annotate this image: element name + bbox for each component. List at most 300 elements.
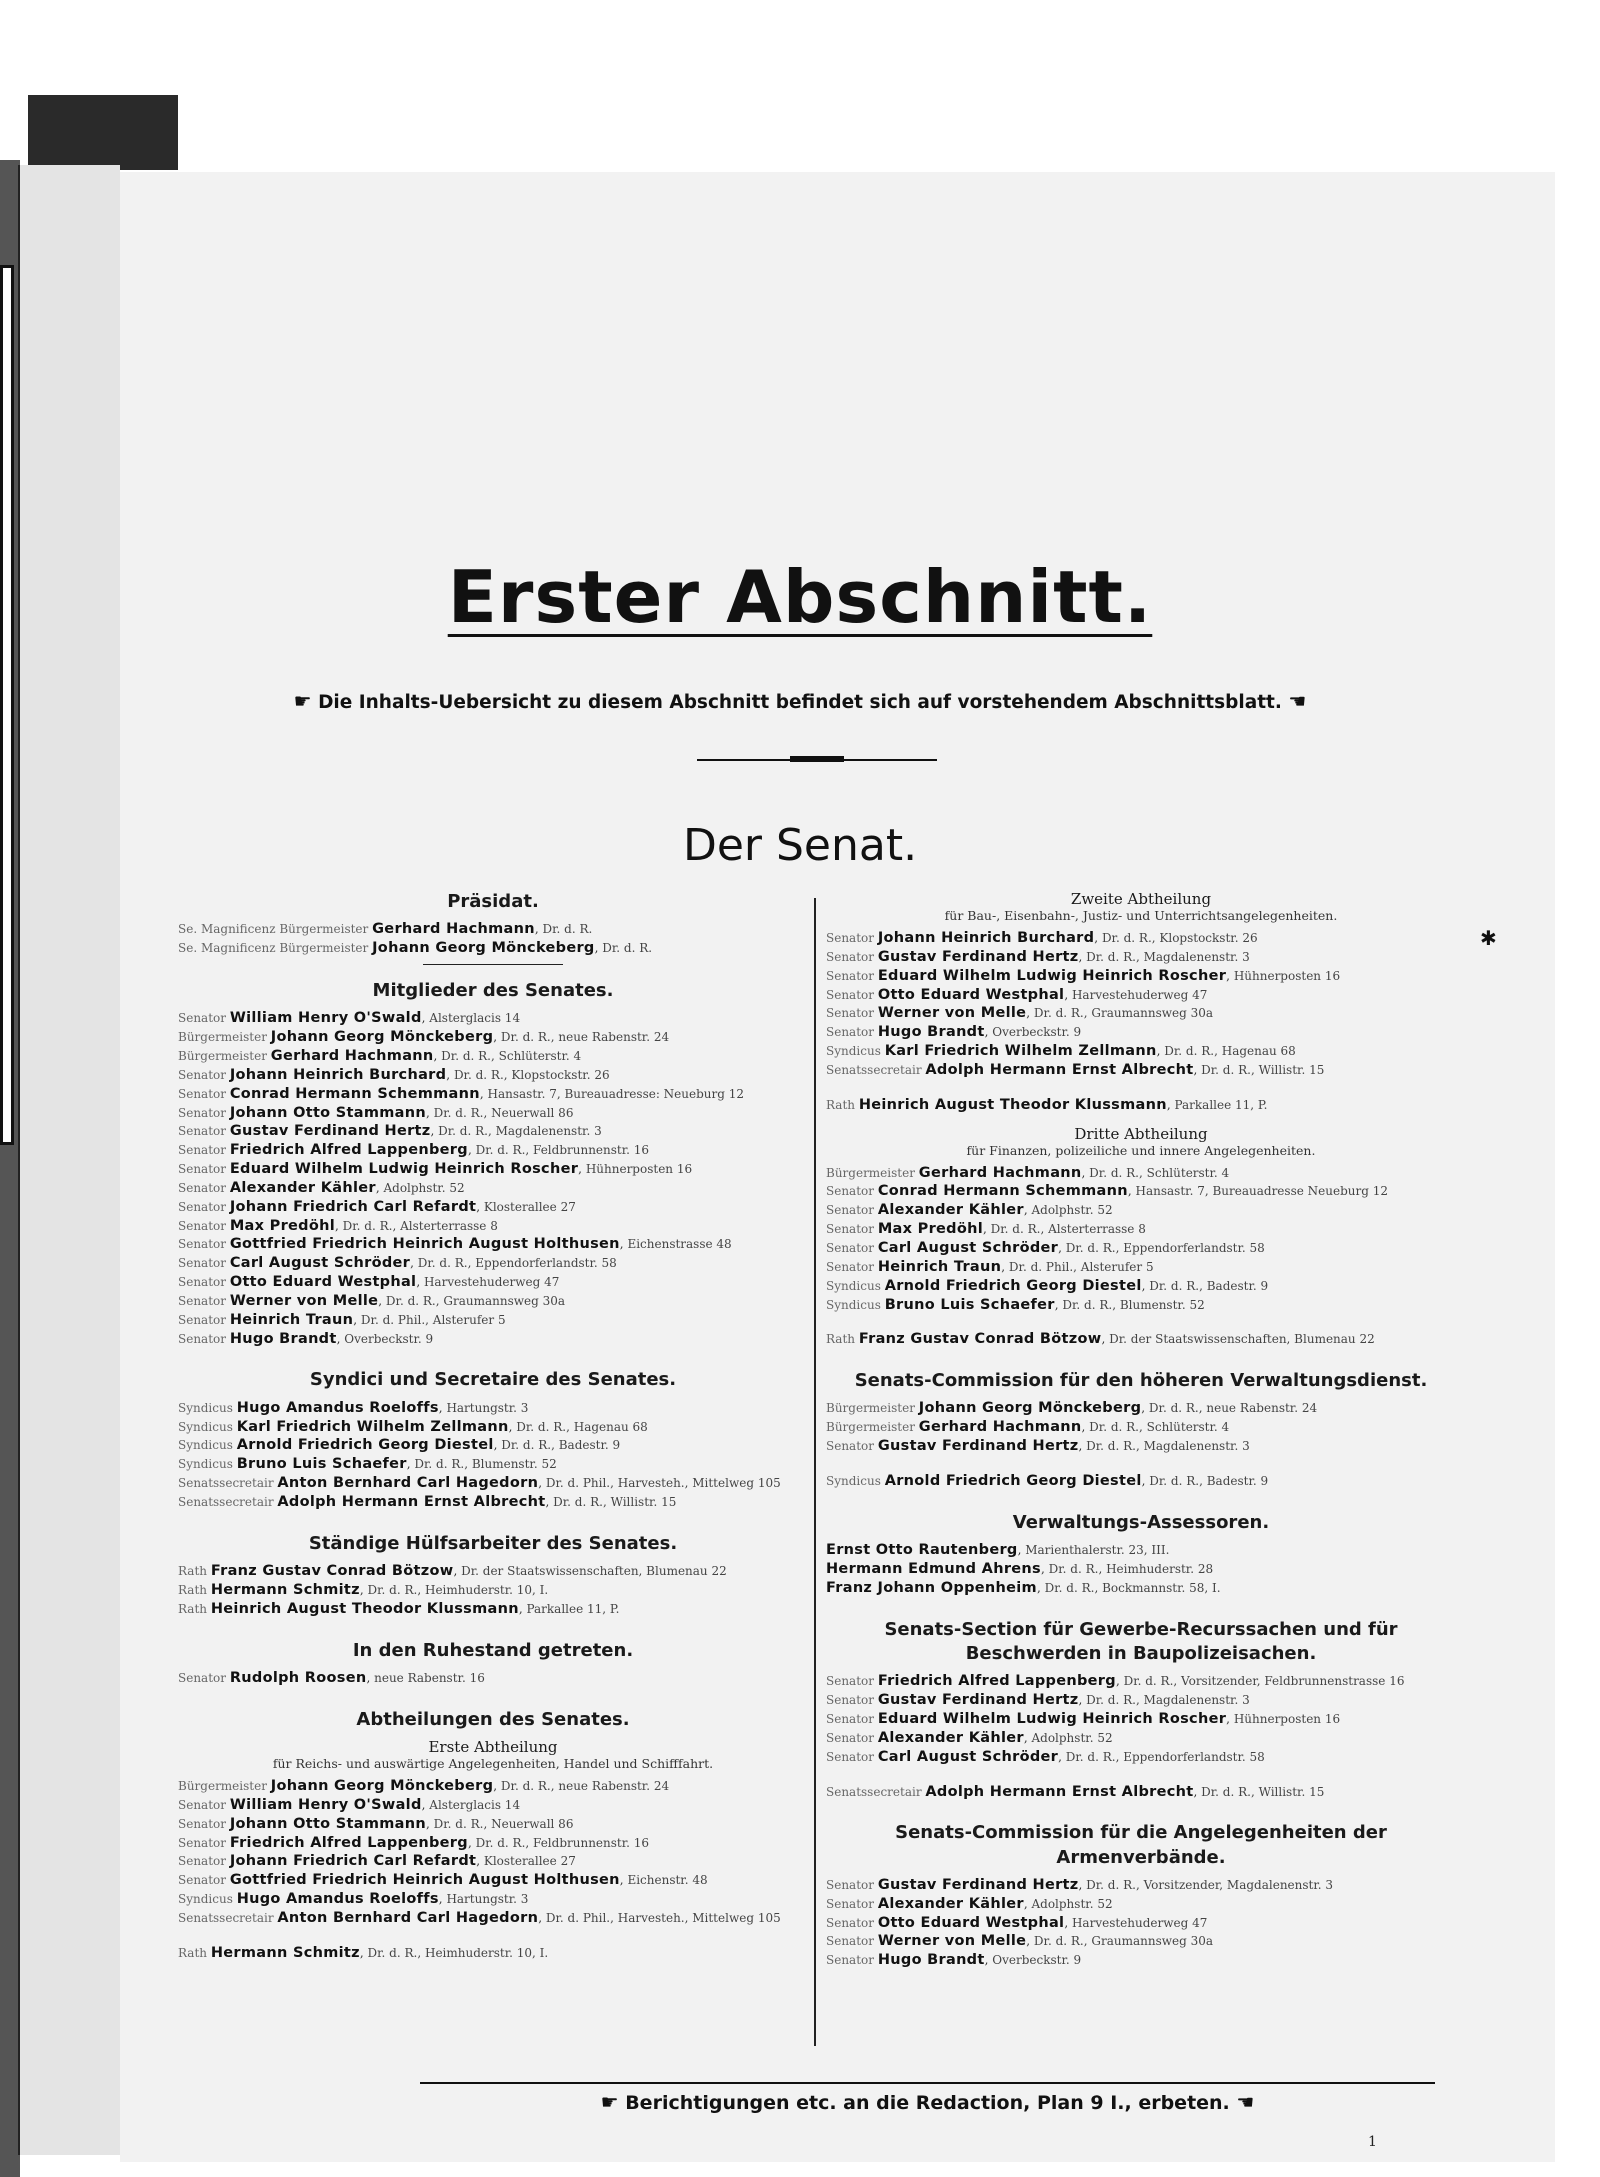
- entry-address: Hansastr. 7, Bureauadresse: Neueburg 12: [487, 1086, 745, 1101]
- list-item: Senator Johann Otto Stammann, Dr. d. R., Neuerwall 86: [178, 1815, 574, 1832]
- entry-name: Eduard Wilhelm Ludwig Heinrich Roscher: [229, 1161, 579, 1178]
- entry-name: Johann Otto Stammann: [229, 1815, 426, 1832]
- commission-hoeher-list: [826, 1399, 1456, 1456]
- entry-name: Johann Friedrich Carl Refardt: [229, 1198, 477, 1215]
- list-item: Franz Johann Oppenheim, Dr. d. R., Bockmannstr. 58, I.: [826, 1579, 1221, 1596]
- entry-role: Senatssecretair: [178, 1494, 274, 1509]
- entry-address: Dr. d. R., Schlüterstr. 4: [441, 1048, 582, 1063]
- entry-address: Eichenstr. 48: [627, 1873, 708, 1888]
- praesidat-list: [178, 920, 808, 958]
- entry-role: Senator: [826, 1025, 874, 1040]
- entry-address: Dr. d. R., neue Rabenstr. 24: [1148, 1401, 1318, 1416]
- entry-name: Bruno Luis Schaefer: [884, 1296, 1055, 1313]
- entry-role: Senator: [178, 1256, 226, 1271]
- entry-address: Marienthalerstr. 23, III.: [1025, 1543, 1170, 1558]
- list-item: Senator Johann Heinrich Burchard, Dr. d. R., Klopstockstr. 26: [826, 930, 1258, 946]
- entry-address: Hühnerposten 16: [1233, 968, 1341, 983]
- entry-role: Senatssecretair: [178, 1911, 274, 1925]
- entry-role: Syndicus: [178, 1438, 233, 1453]
- entry-role: Senator: [178, 1670, 226, 1685]
- entry-name: Hugo Brandt: [229, 1330, 337, 1347]
- entry-name: Johann Georg Mönckeberg: [372, 940, 595, 957]
- entry-name: Werner von Melle: [229, 1292, 379, 1309]
- entry-role: Senatssecretair: [826, 1062, 922, 1077]
- column-separator: [814, 898, 816, 2046]
- entry-name: Rudolph Roosen: [229, 1669, 367, 1686]
- entry-role: Senator: [826, 1749, 874, 1764]
- previous-page-edge: [18, 165, 120, 2155]
- list-item: Rath Hermann Schmitz, Dr. d. R., Heimhuderstr. 10, I.: [178, 1944, 549, 1961]
- list-item: Senator Eduard Wilhelm Ludwig Heinrich Roscher, Hühnerposten 16: [826, 967, 1341, 984]
- entry-role: Rath: [178, 1945, 208, 1960]
- dritte-abtheilung-desc: für Finanzen, polizeiliche und innere Angelegenheiten.: [966, 1142, 1316, 1158]
- entry-address: Dr. d. R., Schlüterstr. 4: [1089, 1420, 1230, 1435]
- entry-address: Dr. d. Phil., Harvesteh., Mittelweg 105: [545, 1911, 781, 1925]
- zweite-abtheilung-list: [826, 929, 1456, 1080]
- list-item: Senator Johann Otto Stammann, Dr. d. R., Neuerwall 86: [178, 1104, 574, 1121]
- entry-name: Gustav Ferdinand Hertz: [877, 1876, 1079, 1893]
- entry-name: Carl August Schröder: [229, 1255, 411, 1272]
- entry-role: Senator: [826, 949, 874, 964]
- dritte-abtheilung-heading: Dritte Abtheilung: [1074, 1124, 1208, 1143]
- asterisk-mark-icon: ✱: [1480, 926, 1497, 950]
- entry-role: Syndicus: [826, 1297, 881, 1312]
- list-item: Senator Johann Heinrich Burchard, Dr. d. R., Klopstockstr. 26: [178, 1066, 610, 1083]
- entry-role: Senator: [178, 1124, 226, 1139]
- entry-address: Dr. d. R., Neuerwall 86: [433, 1816, 574, 1831]
- entry-role: Senator: [178, 1143, 226, 1158]
- list-item: Senator William Henry O'Swald, Alsterglacis 14: [178, 1796, 521, 1813]
- entry-name: Franz Gustav Conrad Bötzow: [858, 1331, 1102, 1348]
- list-item: Syndicus Arnold Friedrich Georg Diestel, Dr. d. R., Badestr. 9: [826, 1473, 1269, 1490]
- entry-address: Dr. d. R., Bockmannstr. 58, I.: [1044, 1580, 1221, 1595]
- entry-role: Syndicus: [178, 1400, 233, 1415]
- list-item: Senator Eduard Wilhelm Ludwig Heinrich Roscher, Hühnerposten 16: [826, 1710, 1341, 1727]
- zweite-abtheilung-desc: für Bau-, Eisenbahn-, Justiz- und Unterrichtsangelegenheiten.: [944, 908, 1338, 923]
- entry-address: Dr. d. R., Heimhuderstr. 10, I.: [367, 1582, 549, 1597]
- entry-address: Overbeckstr. 9: [992, 1953, 1082, 1968]
- entry-address: Alsterglacis 14: [429, 1797, 521, 1812]
- entry-address: Dr. d. R., Willistr. 15: [1201, 1062, 1325, 1077]
- list-item: Senatssecretair Adolph Hermann Ernst Albrecht, Dr. d. R., Willistr. 15: [826, 1783, 1325, 1800]
- entry-role: Syndicus: [178, 1892, 233, 1907]
- entry-address: Dr. d. R., Klopstockstr. 26: [1101, 931, 1258, 945]
- entry-role: Syndicus: [826, 1474, 881, 1489]
- pointing-hand-left-icon: ☚: [1288, 689, 1307, 713]
- entry-name: Werner von Melle: [877, 1933, 1027, 1950]
- list-item: Senator Hugo Brandt, Overbeckstr. 9: [826, 1952, 1082, 1969]
- list-item: Senator Werner von Melle, Dr. d. R., Graumannsweg 30a: [826, 1933, 1214, 1950]
- entry-address: Dr. d. R., Alsterterrasse 8: [990, 1222, 1146, 1237]
- ruhestand-list: [178, 1669, 808, 1688]
- entry-address: Adolphstr. 52: [1031, 1730, 1113, 1745]
- footer-rule: [420, 2082, 1435, 2084]
- list-item: Senatssecretair Anton Bernhard Carl Hagedorn, Dr. d. Phil., Harvesteh., Mittelweg 105: [178, 1475, 781, 1492]
- entry-role: Senator: [178, 1237, 226, 1252]
- list-item: Senator Conrad Hermann Schemmann, Hansastr. 7, Bureauadresse: Neueburg 12: [178, 1085, 745, 1102]
- list-item: Syndicus Karl Friedrich Wilhelm Zellmann, Dr. d. R., Hagenau 68: [178, 1418, 648, 1435]
- entry-name: Conrad Hermann Schemmann: [877, 1183, 1128, 1200]
- entry-role: Senator: [826, 987, 874, 1002]
- entry-role: Syndicus: [178, 1419, 233, 1434]
- entry-name: Otto Eduard Westphal: [229, 1274, 417, 1291]
- entry-name: Otto Eduard Westphal: [877, 986, 1065, 1003]
- list-item: Senator Gustav Ferdinand Hertz, Dr. d. R., Magdalenenstr. 3: [826, 1438, 1250, 1455]
- entry-name: Hermann Schmitz: [210, 1581, 360, 1598]
- list-item: Rath Heinrich August Theodor Klussmann, Parkallee 11, P.: [178, 1600, 620, 1617]
- entry-address: Klosterallee 27: [483, 1854, 576, 1869]
- entry-role: Syndicus: [826, 1278, 881, 1293]
- list-item: Senator Alexander Kähler, Adolphstr. 52: [826, 1895, 1113, 1912]
- list-item: Senatssecretair Adolph Hermann Ernst Albrecht, Dr. d. R., Willistr. 15: [178, 1493, 677, 1510]
- list-item: Senator Otto Eduard Westphal, Harvestehuderweg 47: [826, 986, 1208, 1003]
- footer-note: [420, 2090, 1435, 2114]
- list-item: Syndicus Arnold Friedrich Georg Diestel, Dr. d. R., Badestr. 9: [178, 1437, 621, 1454]
- entry-role: Senator: [826, 1203, 874, 1218]
- list-item: Senator Alexander Kähler, Adolphstr. 52: [826, 1202, 1113, 1219]
- entry-address: Dr. d. R., Schlüterstr. 4: [1089, 1165, 1230, 1180]
- entry-name: Johann Georg Mönckeberg: [918, 1400, 1142, 1417]
- section-heading-huelfsarbeiter: Ständige Hülfsarbeiter des Senates.: [308, 1532, 678, 1554]
- list-item: Senatssecretair Adolph Hermann Ernst Albrecht, Dr. d. R., Willistr. 15: [826, 1061, 1325, 1078]
- entry-name: Gerhard Hachmann: [270, 1047, 434, 1064]
- entry-address: Dr. d. R., Badestr. 9: [1149, 1474, 1269, 1489]
- list-item: Bürgermeister Johann Georg Mönckeberg, Dr. d. R., neue Rabenstr. 24: [178, 1778, 670, 1795]
- list-item: Senator Heinrich Traun, Dr. d. Phil., Alsterufer 5: [826, 1258, 1154, 1275]
- pointing-hand-left-icon: ☚: [1236, 2090, 1255, 2114]
- entry-name: Gustav Ferdinand Hertz: [229, 1123, 431, 1140]
- list-item: Senator Werner von Melle, Dr. d. R., Graumannsweg 30a: [178, 1292, 566, 1309]
- dritte-abtheilung-list: [826, 1164, 1456, 1315]
- pointing-hand-right-icon: ☛: [293, 689, 312, 713]
- commission-hoeher-syndicus: [826, 1472, 1456, 1491]
- entry-role: Syndicus: [178, 1457, 233, 1472]
- entry-address: Dr. d. R., Blumenstr. 52: [1062, 1297, 1205, 1312]
- section-heading-mitglieder: Mitglieder des Senates.: [372, 979, 614, 1001]
- entry-address: Adolphstr. 52: [383, 1180, 465, 1195]
- list-item: Senatssecretair Anton Bernhard Carl Hagedorn, Dr. d. Phil., Harvesteh., Mittelweg 105: [178, 1910, 781, 1926]
- entry-name: Eduard Wilhelm Ludwig Heinrich Roscher: [877, 967, 1227, 984]
- entry-address: Dr. d. Phil., Alsterufer 5: [1008, 1259, 1154, 1274]
- entry-address: Dr. d. R., Eppendorferlandstr. 58: [417, 1256, 617, 1271]
- entry-name: Heinrich August Theodor Klussmann: [858, 1096, 1167, 1113]
- entry-name: Johann Friedrich Carl Refardt: [229, 1853, 477, 1870]
- entry-address: Dr. d. R., Eppendorferlandstr. 58: [1065, 1240, 1265, 1255]
- list-item: Senator Gustav Ferdinand Hertz, Dr. d. R., Magdalenenstr. 3: [826, 1692, 1250, 1709]
- entry-address: Hühnerposten 16: [585, 1162, 693, 1177]
- entry-name: Hugo Brandt: [877, 1952, 985, 1969]
- list-item: Senator Alexander Kähler, Adolphstr. 52: [826, 1729, 1113, 1746]
- entry-name: William Henry O'Swald: [229, 1796, 422, 1813]
- list-item: Senator Eduard Wilhelm Ludwig Heinrich Roscher, Hühnerposten 16: [178, 1161, 693, 1178]
- erste-abtheilung-desc: für Reichs- und auswärtige Angelegenheiten, Handel und Schifffahrt.: [272, 1756, 714, 1772]
- entry-role: Rath: [826, 1097, 856, 1112]
- entry-role: Senator: [826, 1240, 874, 1255]
- entry-role: Senator: [826, 1006, 874, 1021]
- list-item: Senator Friedrich Alfred Lappenberg, Dr. d. R., Feldbrunnenstr. 16: [178, 1834, 650, 1851]
- entry-name: Adolph Hermann Ernst Albrecht: [925, 1061, 1194, 1078]
- section-subtitle: Der Senat.: [682, 820, 918, 871]
- list-item: Senator Max Predöhl, Dr. d. R., Alsterterrasse 8: [826, 1221, 1146, 1238]
- page-number: 1: [1368, 2134, 1377, 2150]
- entry-role: Senator: [178, 1218, 226, 1233]
- entry-role: Senator: [826, 1259, 874, 1274]
- entry-name: Adolph Hermann Ernst Albrecht: [925, 1783, 1194, 1800]
- entry-role: Senator: [826, 1953, 874, 1968]
- entry-address: Dr. der Staatswissenschaften, Blumenau 22: [1109, 1332, 1375, 1347]
- section-heading-gewerbe: Senats-Section für Gewerbe-Recurssachen und für Beschwerden in Baupolizeisachen.: [884, 1618, 1398, 1664]
- entry-name: Eduard Wilhelm Ludwig Heinrich Roscher: [877, 1710, 1227, 1727]
- entry-name: Johann Heinrich Burchard: [229, 1066, 447, 1083]
- section-heading-commission-hoeher: Senats-Commission für den höheren Verwaltungsdienst.: [854, 1370, 1428, 1392]
- list-item: Senator Alexander Kähler, Adolphstr. 52: [178, 1179, 465, 1196]
- entry-address: Hartungstr. 3: [446, 1400, 529, 1415]
- list-item: Senator Carl August Schröder, Dr. d. R., Eppendorferlandstr. 58: [826, 1239, 1265, 1256]
- list-item: Senator Johann Friedrich Carl Refardt, Klosterallee 27: [178, 1853, 576, 1870]
- entry-name: Max Predöhl: [229, 1217, 335, 1234]
- entry-address: Parkallee 11, P.: [526, 1601, 620, 1616]
- list-item: Syndicus Hugo Amandus Roeloffs, Hartungstr. 3: [178, 1399, 529, 1416]
- assessoren-list: [826, 1541, 1456, 1598]
- list-item: Syndicus Bruno Luis Schaefer, Dr. d. R., Blumenstr. 52: [178, 1456, 557, 1473]
- entry-name: Arnold Friedrich Georg Diestel: [884, 1277, 1142, 1294]
- entry-address: Dr. d. R., Magdalenenstr. 3: [438, 1124, 602, 1139]
- entry-address: Dr. d. R., Klopstockstr. 26: [453, 1067, 610, 1082]
- right-column: [826, 890, 1456, 1970]
- entry-role: Bürgermeister: [178, 1048, 267, 1063]
- book-edge-dark: [28, 95, 178, 170]
- entry-role: Senator: [826, 1222, 874, 1237]
- entry-address: Dr. d. R., Graumannsweg 30a: [1033, 1006, 1214, 1021]
- list-item: Rath Hermann Schmitz, Dr. d. R., Heimhuderstr. 10, I.: [178, 1581, 549, 1598]
- entry-role: Bürgermeister: [826, 1165, 915, 1180]
- entry-name: Johann Heinrich Burchard: [877, 930, 1095, 946]
- entry-role: Senator: [826, 1877, 874, 1892]
- entry-role: Senator: [178, 1331, 226, 1346]
- entry-address: Dr. d. R., Vorsitzender, Magdalenenstr. 3: [1086, 1877, 1334, 1892]
- entry-role: Senator: [178, 1180, 226, 1195]
- gewerbe-secretair: [826, 1783, 1456, 1802]
- list-item: Senator Heinrich Traun, Dr. d. Phil., Alsterufer 5: [178, 1311, 506, 1328]
- contents-note-text: Die Inhalts-Uebersicht zu diesem Abschnitt befindet sich auf vorstehendem Abschnittsblatt.: [318, 692, 1282, 713]
- entry-address: Adolphstr. 52: [1031, 1896, 1113, 1911]
- list-item: Senator Max Predöhl, Dr. d. R., Alsterterrasse 8: [178, 1217, 498, 1234]
- list-item: Senator Hugo Brandt, Overbeckstr. 9: [826, 1024, 1082, 1041]
- entry-name: Gerhard Hachmann: [918, 1419, 1082, 1436]
- entry-address: Dr. d. R., Heimhuderstr. 10, I.: [367, 1945, 549, 1960]
- entry-role: Senator: [178, 1293, 226, 1308]
- entry-address: Dr. d. R.: [542, 922, 593, 937]
- entry-address: Hansastr. 7, Bureauadresse Neueburg 12: [1135, 1184, 1388, 1199]
- entry-role: Senator: [826, 1934, 874, 1949]
- entry-name: Gerhard Hachmann: [918, 1164, 1082, 1181]
- entry-address: Dr. d. R., Neuerwall 86: [433, 1105, 574, 1120]
- entry-name: Hermann Edmund Ahrens: [826, 1561, 1041, 1577]
- section-heading-ruhestand: In den Ruhestand getreten.: [352, 1639, 634, 1661]
- entry-name: Gottfried Friedrich Heinrich August Holthusen: [229, 1872, 620, 1889]
- entry-address: Harvestehuderweg 47: [1071, 1915, 1208, 1930]
- list-item: Senator Werner von Melle, Dr. d. R., Graumannsweg 30a: [826, 1005, 1214, 1022]
- section-heading-praesidat: Präsidat.: [447, 891, 539, 912]
- entry-address: Harvestehuderweg 47: [423, 1275, 560, 1290]
- entry-name: Alexander Kähler: [877, 1202, 1024, 1219]
- list-item: Ernst Otto Rautenberg, Marienthalerstr. 23, III.: [826, 1542, 1170, 1559]
- list-item: Senator Gustav Ferdinand Hertz, Dr. d. R., Vorsitzender, Magdalenenstr. 3: [826, 1876, 1334, 1893]
- entry-name: Hugo Amandus Roeloffs: [236, 1891, 439, 1908]
- entry-name: Carl August Schröder: [877, 1748, 1059, 1765]
- entry-address: Dr. d. R., Magdalenenstr. 3: [1086, 1439, 1250, 1454]
- entry-role: Senator: [178, 1162, 226, 1177]
- entry-role: Senator: [178, 1105, 226, 1120]
- entry-address: Dr. d. Phil., Alsterufer 5: [360, 1312, 506, 1327]
- list-item: Senator Friedrich Alfred Lappenberg, Dr. d. R., Vorsitzender, Feldbrunnenstrasse 16: [826, 1673, 1405, 1690]
- entry-name: Johann Georg Mönckeberg: [270, 1778, 494, 1795]
- list-item: Syndicus Hugo Amandus Roeloffs, Hartungstr. 3: [178, 1891, 529, 1908]
- entry-address: Dr. d. R., Badestr. 9: [1149, 1278, 1269, 1293]
- entry-name: Gerhard Hachmann: [372, 921, 535, 938]
- erste-abtheilung-rath: [178, 1944, 808, 1963]
- footer-note-text: Berichtigungen etc. an die Redaction, Plan 9 I., erbeten.: [625, 2092, 1230, 2114]
- entry-address: neue Rabenstr. 16: [374, 1670, 485, 1685]
- entry-address: Dr. d. R., Heimhuderstr. 28: [1048, 1562, 1214, 1576]
- entry-role: Rath: [826, 1332, 856, 1347]
- entry-role: Senator: [826, 1439, 874, 1454]
- entry-role: Senator: [826, 1693, 874, 1708]
- entry-role: Bürgermeister: [178, 1779, 267, 1794]
- entry-role: Bürgermeister: [826, 1401, 915, 1416]
- entry-address: Overbeckstr. 9: [992, 1025, 1082, 1040]
- entry-address: Dr. d. R., Eppendorferlandstr. 58: [1065, 1749, 1265, 1764]
- entry-role: Senator: [178, 1312, 226, 1327]
- syndici-list: [178, 1399, 808, 1512]
- entry-role: Senator: [178, 1854, 226, 1869]
- entry-role: Se. Magnificenz Bürgermeister: [178, 941, 369, 956]
- entry-name: Friedrich Alfred Lappenberg: [229, 1142, 468, 1159]
- entry-role: Senatssecretair: [178, 1476, 274, 1491]
- huelfsarbeiter-list: [178, 1562, 808, 1619]
- entry-role: Senator: [178, 1835, 226, 1850]
- entry-address: Harvestehuderweg 47: [1071, 987, 1208, 1002]
- list-item: Senator Conrad Hermann Schemmann, Hansastr. 7, Bureauadresse Neueburg 12: [826, 1183, 1388, 1200]
- list-item: Senator Friedrich Alfred Lappenberg, Dr. d. R., Feldbrunnenstr. 16: [178, 1142, 650, 1159]
- entry-name: Ernst Otto Rautenberg: [826, 1542, 1018, 1559]
- entry-name: Gustav Ferdinand Hertz: [877, 948, 1079, 965]
- list-item: Senator Carl August Schröder, Dr. d. R., Eppendorferlandstr. 58: [826, 1748, 1265, 1765]
- list-item: Senator William Henry O'Swald, Alsterglacis 14: [178, 1010, 521, 1027]
- entry-role: Senatssecretair: [826, 1784, 922, 1799]
- entry-address: Dr. d. R., Blumenstr. 52: [414, 1457, 557, 1472]
- entry-role: Senator: [826, 1711, 874, 1726]
- entry-address: Dr. d. R., Alsterterrasse 8: [342, 1218, 498, 1233]
- list-item: Senator Gottfried Friedrich Heinrich August Holthusen, Eichenstrasse 48: [178, 1236, 732, 1253]
- erste-abtheilung-list: [178, 1777, 808, 1928]
- entry-address: Dr. d. R., Hagenau 68: [1164, 1044, 1296, 1059]
- entry-address: Dr. d. Phil., Harvesteh., Mittelweg 105: [545, 1476, 781, 1491]
- entry-role: Senator: [178, 1275, 226, 1290]
- entry-address: Hartungstr. 3: [446, 1892, 529, 1907]
- gewerbe-list: [826, 1672, 1456, 1766]
- entry-name: Friedrich Alfred Lappenberg: [229, 1834, 468, 1851]
- entry-role: Bürgermeister: [178, 1030, 267, 1045]
- entry-role: Senator: [826, 1915, 874, 1930]
- entry-name: Hermann Schmitz: [210, 1944, 360, 1961]
- zweite-abtheilung-heading: Zweite Abtheilung: [1070, 890, 1212, 908]
- list-item: Senator Rudolph Roosen, neue Rabenstr. 16: [178, 1669, 485, 1686]
- entry-name: Gustav Ferdinand Hertz: [877, 1438, 1079, 1455]
- list-item: Bürgermeister Johann Georg Mönckeberg, Dr. d. R., neue Rabenstr. 24: [826, 1400, 1318, 1417]
- entry-name: Max Predöhl: [877, 1221, 983, 1238]
- entry-name: Heinrich Traun: [229, 1311, 354, 1328]
- entry-name: Johann Georg Mönckeberg: [270, 1029, 494, 1046]
- entry-name: Alexander Kähler: [877, 1729, 1024, 1746]
- entry-address: Dr. d. R., Badestr. 9: [501, 1438, 621, 1453]
- entry-address: Dr. d. R., Graumannsweg 30a: [385, 1293, 566, 1308]
- list-item: Senator Gottfried Friedrich Heinrich August Holthusen, Eichenstr. 48: [178, 1872, 708, 1889]
- entry-address: Adolphstr. 52: [1031, 1203, 1113, 1218]
- list-item: Syndicus Karl Friedrich Wilhelm Zellmann, Dr. d. R., Hagenau 68: [826, 1043, 1296, 1060]
- entry-role: Senator: [826, 968, 874, 983]
- entry-address: Alsterglacis 14: [429, 1011, 521, 1026]
- section-heading-assessoren: Verwaltungs-Assessoren.: [1012, 1511, 1270, 1533]
- entry-role: Senator: [826, 1896, 874, 1911]
- pointing-hand-right-icon: ☛: [600, 2090, 619, 2114]
- entry-role: Senator: [178, 1199, 226, 1214]
- entry-address: Dr. d. R., neue Rabenstr. 24: [500, 1779, 670, 1794]
- list-item: Se. Magnificenz Bürgermeister Gerhard Hachmann, Dr. d. R.: [178, 921, 593, 938]
- entry-role: Senator: [178, 1011, 226, 1026]
- entry-role: Senator: [178, 1797, 226, 1812]
- list-item: Senator Carl August Schröder, Dr. d. R., Eppendorferlandstr. 58: [178, 1255, 617, 1272]
- entry-role: Se. Magnificenz Bürgermeister: [178, 922, 369, 937]
- entry-role: Senator: [826, 931, 874, 945]
- entry-address: Dr. d. R., Magdalenenstr. 3: [1086, 1693, 1250, 1708]
- entry-address: Dr. d. R., neue Rabenstr. 24: [500, 1030, 670, 1045]
- page-title: Erster Abschnitt.: [447, 555, 1153, 639]
- armen-list: [826, 1876, 1456, 1970]
- entry-name: Gustav Ferdinand Hertz: [877, 1692, 1079, 1709]
- entry-name: Conrad Hermann Schemmann: [229, 1085, 480, 1102]
- entry-role: Senator: [826, 1184, 874, 1199]
- list-item: Senator Gustav Ferdinand Hertz, Dr. d. R., Magdalenenstr. 3: [826, 948, 1250, 965]
- entry-name: Arnold Friedrich Georg Diestel: [884, 1473, 1142, 1490]
- entry-role: Senator: [178, 1067, 226, 1082]
- entry-role: Syndicus: [826, 1044, 881, 1059]
- entry-address: Dr. d. R., Vorsitzender, Feldbrunnenstrasse 16: [1123, 1674, 1405, 1689]
- section-heading-syndici: Syndici und Secretaire des Senates.: [309, 1369, 677, 1391]
- entry-name: Franz Johann Oppenheim: [826, 1579, 1037, 1596]
- entry-address: Dr. d. R., Hagenau 68: [516, 1419, 648, 1434]
- entry-name: Bruno Luis Schaefer: [236, 1456, 407, 1473]
- entry-address: Dr. d. R., Feldbrunnenstr. 16: [475, 1143, 650, 1158]
- entry-role: Senator: [826, 1674, 874, 1689]
- entry-name: Heinrich August Theodor Klussmann: [210, 1600, 519, 1617]
- list-item: Se. Magnificenz Bürgermeister Johann Georg Mönckeberg, Dr. d. R.: [178, 940, 653, 957]
- list-item: Senator Otto Eduard Westphal, Harvestehuderweg 47: [178, 1274, 560, 1291]
- entry-name: Gottfried Friedrich Heinrich August Holthusen: [229, 1236, 620, 1253]
- entry-role: Senator: [826, 1730, 874, 1745]
- entry-role: Senator: [178, 1086, 226, 1101]
- entry-role: Rath: [178, 1564, 208, 1579]
- list-item: Rath Franz Gustav Conrad Bötzow, Dr. der Staatswissenschaften, Blumenau 22: [178, 1563, 727, 1580]
- entry-name: Anton Bernhard Carl Hagedorn: [277, 1910, 539, 1926]
- entry-role: Bürgermeister: [826, 1420, 915, 1435]
- list-item: Rath Heinrich August Theodor Klussmann, Parkallee 11, P.: [826, 1096, 1268, 1113]
- entry-name: Adolph Hermann Ernst Albrecht: [277, 1493, 546, 1510]
- entry-address: Dr. d. R.: [602, 941, 653, 956]
- entry-address: Overbeckstr. 9: [344, 1331, 434, 1346]
- entry-name: Alexander Kähler: [877, 1895, 1024, 1912]
- entry-name: Werner von Melle: [877, 1005, 1027, 1022]
